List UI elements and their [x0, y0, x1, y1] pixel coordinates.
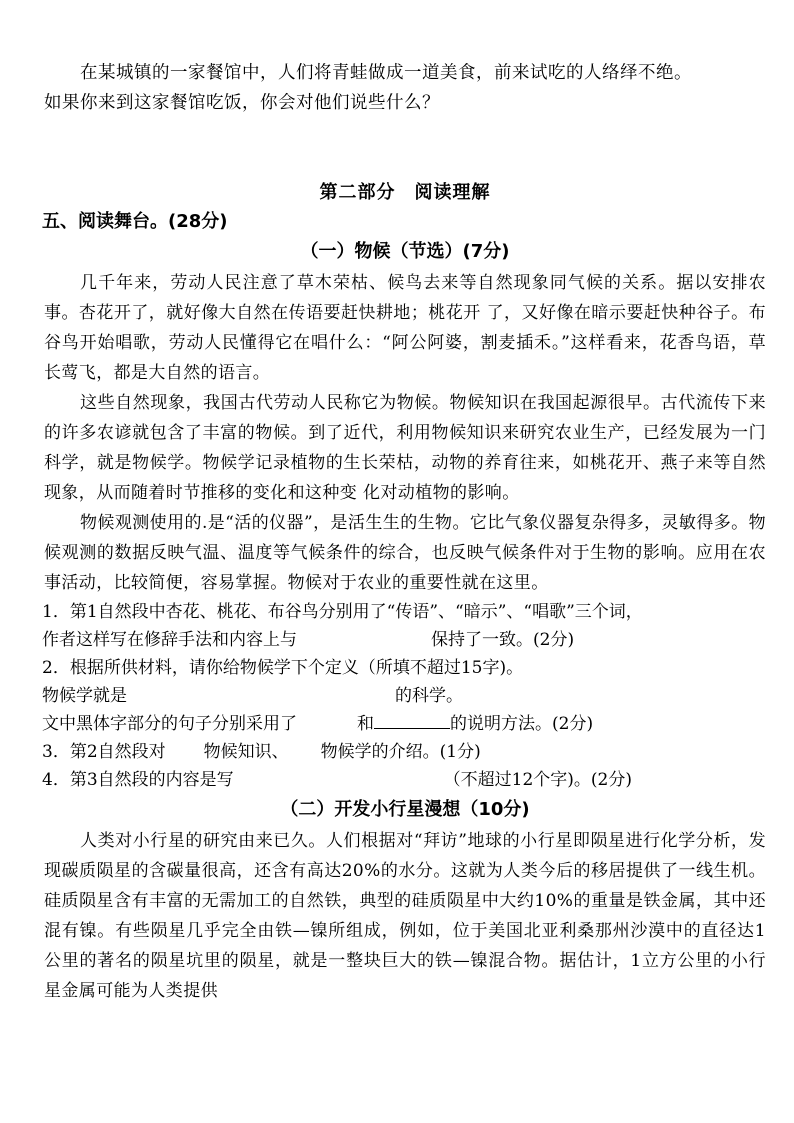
- question-2-text-b: 的科学。: [395, 686, 463, 706]
- intro-line-1: 在某城镇的一家餐馆中，人们将青蛙做成一道美食，前来试吃的人络绎不绝。: [80, 63, 692, 83]
- question-3-text-c: 物候学的介绍。(1分): [320, 742, 481, 762]
- passage1-title: （一）物候（节选）(7分): [300, 241, 510, 262]
- question-3: [42, 738, 766, 766]
- question-2-text-d: 和: [357, 714, 374, 734]
- question-1-line-2: [42, 626, 766, 654]
- passage1-paragraph-2: 这些自然现象，我国古代劳动人民称它为物候。物候知识在我国起源很早。古代流传下来的许多农谚就包含了丰富的物候。到了近代，利用物候知识来研究农业生产，已经发展为一门科学，就是物候学。物候学记录植物的生长荣枯，动物的养育往来，如桃花开、燕子来等自然现象，从而随着时节推移的变化和这种变 化对动植物的影响。: [44, 393, 766, 503]
- question-2-line-2: [42, 682, 766, 710]
- passage1-paragraph-1: 几千年来，劳动人民注意了草木荣枯、候鸟去来等自然现象同气候的关系。据以安排农事。杏花开了，就好像大自然在传语要赶快耕地；桃花开 了，又好像在暗示要赶快种谷子。布谷鸟开始唱歌，劳动人民懂得它在唱什么：“阿公阿婆，割麦插禾。”这样看来，花香鸟语，草长莺飞，都是大自然的语言。: [44, 273, 766, 383]
- answer-blank-4[interactable]: [374, 710, 450, 729]
- question-4-text-b: （不超过12个字)。(2分): [443, 770, 632, 790]
- question-1-text-a: 作者这样写在修辞手法和内容上与: [42, 630, 297, 650]
- passage1-paragraph-3: 物候观测使用的.是“活的仪器”，是活生生的生物。它比气象仪器复杂得多，灵敏得多。物候观测的数据反映气温、温度等气候条件的综合，也反映气候条件对于生物的影响。应用在农事活动，比较简便，容易掌握。物候对于农业的重要性就在这里。: [44, 513, 766, 593]
- question-2-text-e: 的说明方法。(2分): [450, 714, 594, 734]
- part-title: 第二部分 阅读理解: [319, 182, 491, 203]
- question-3-text-b: 物候知识、: [203, 742, 289, 762]
- question-3-text-a: 3．第2自然段对: [42, 742, 166, 762]
- section-title: 五、阅读舞台。(28分): [42, 211, 228, 232]
- question-4-text-a: 4．第3自然段的内容是写: [42, 770, 234, 790]
- question-1-line-1: 1．第1自然段中杏花、桃花、布谷鸟分别用了“传语”、“暗示”、“唱歌”三个词，: [42, 602, 643, 622]
- question-2-text-c: 文中黑体字部分的句子分别采用了: [42, 714, 297, 734]
- passage2-paragraph-1: 人类对小行星的研究由来已久。人们根据对“拜访”地球的小行星即陨星进行化学分析，发现碳质陨星的含碳量很高，还含有高达20%的水分。这就为人类今后的移居提供了一线生机。硅质陨星含有丰富的无需加工的自然铁，典型的硅质陨星中大约10%的重量是铁金属，其中还混有镍。有些陨星几乎完全由铁—镍所组成，例如，位于美国北亚利桑那州沙漠中的直径达1公里的著名的陨星坑里的陨星，就是一整块巨大的铁—镍混合物。据估计，1立方公里的小行星金属可能为人类提供: [44, 831, 766, 1001]
- passage2-title: （二）开发小行星漫想（10分): [280, 799, 530, 820]
- question-2-line-3: [42, 710, 766, 738]
- intro-line-2: 如果你来到这家餐馆吃饭，你会对他们说些什么？: [44, 93, 440, 113]
- question-4: [42, 766, 766, 794]
- question-1-text-b: 保持了一致。(2分): [431, 630, 575, 650]
- question-2-text-a: 物候学就是: [42, 686, 127, 706]
- document-page: [44, 58, 766, 1006]
- question-2-line-1: 2．根据所供材料，请你给物候学下个定义（所填不超过15字)。: [42, 658, 524, 678]
